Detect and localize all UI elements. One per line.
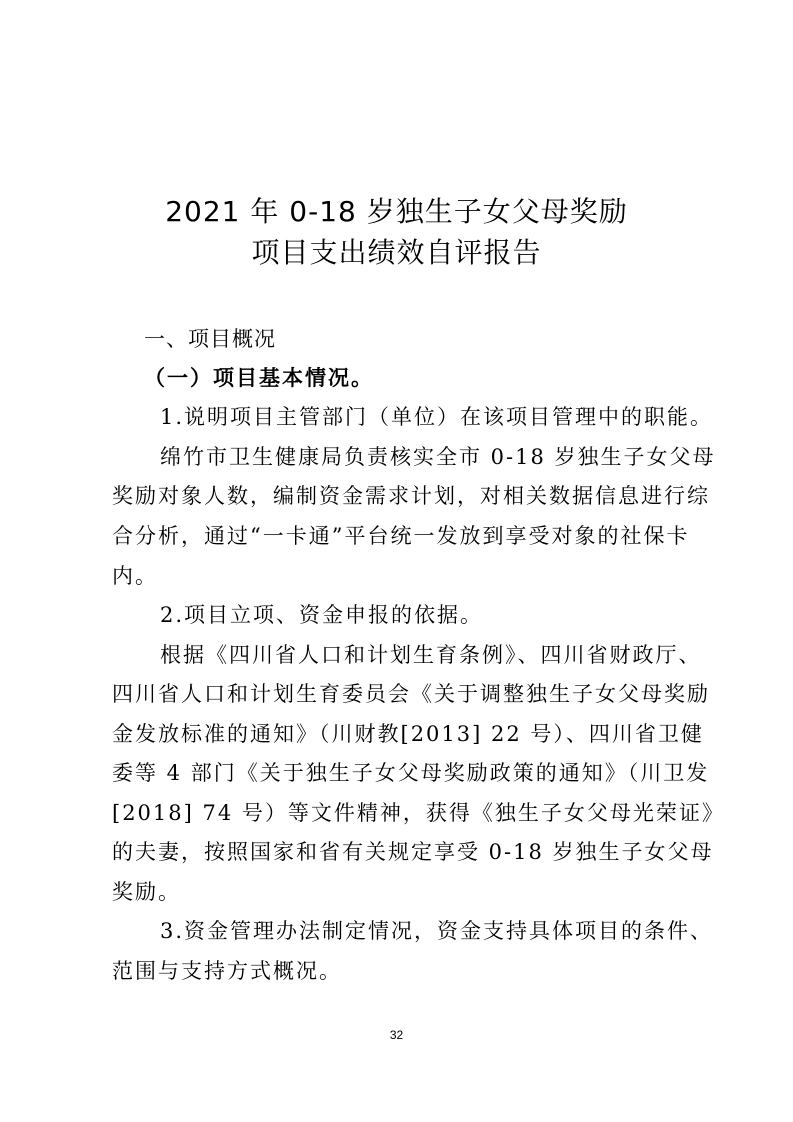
item-1-line: 绵竹市卫生健康局负责核实全市 0-18 岁独生子女父母: [160, 445, 716, 469]
item-3-line: 范围与支持方式概况。: [112, 959, 342, 983]
subsection-heading: （一）项目基本情况。: [144, 365, 374, 390]
item-1-line: 内。: [112, 564, 158, 588]
item-1-line: 合分析，通过“一卡通”平台统一发放到享受对象的社保卡: [112, 524, 690, 548]
document-title-line-2: 项目支出绩效自评报告: [251, 236, 542, 269]
item-3-heading: 3.资金管理办法制定情况，资金支持具体项目的条件、: [160, 919, 714, 943]
item-2-line: 的夫妻，按照国家和省有关规定享受 0-18 岁独生子女父母: [112, 840, 714, 864]
page-number: 32: [389, 1028, 404, 1042]
section-heading: 一、项目概况: [144, 327, 276, 351]
item-2-line: 四川省人口和计划生育委员会《关于调整独生子女父母奖励: [112, 682, 710, 706]
document-title-line-1: 2021 年 0-18 岁独生子女父母奖励: [165, 195, 628, 228]
item-2-line: 委等 4 部门《关于独生子女父母奖励政策的通知》（川卫发: [112, 761, 710, 785]
item-2-heading: 2.项目立项、资金申报的依据。: [160, 603, 484, 627]
item-2-line: 金发放标准的通知》（川财教[2013] 22 号）、四川省卫健: [112, 722, 704, 746]
item-1-line: 奖励对象人数，编制资金需求计划，对相关数据信息进行综: [112, 484, 710, 508]
item-2-line: 根据《四川省人口和计划生育条例》、四川省财政厅、: [160, 643, 702, 667]
item-1-heading: 1.说明项目主管部门（单位）在该项目管理中的职能。: [160, 405, 714, 429]
item-2-line: [2018] 74 号）等文件精神，获得《独生子女父母光荣证》: [112, 801, 725, 825]
item-2-line: 奖励。: [112, 880, 181, 904]
